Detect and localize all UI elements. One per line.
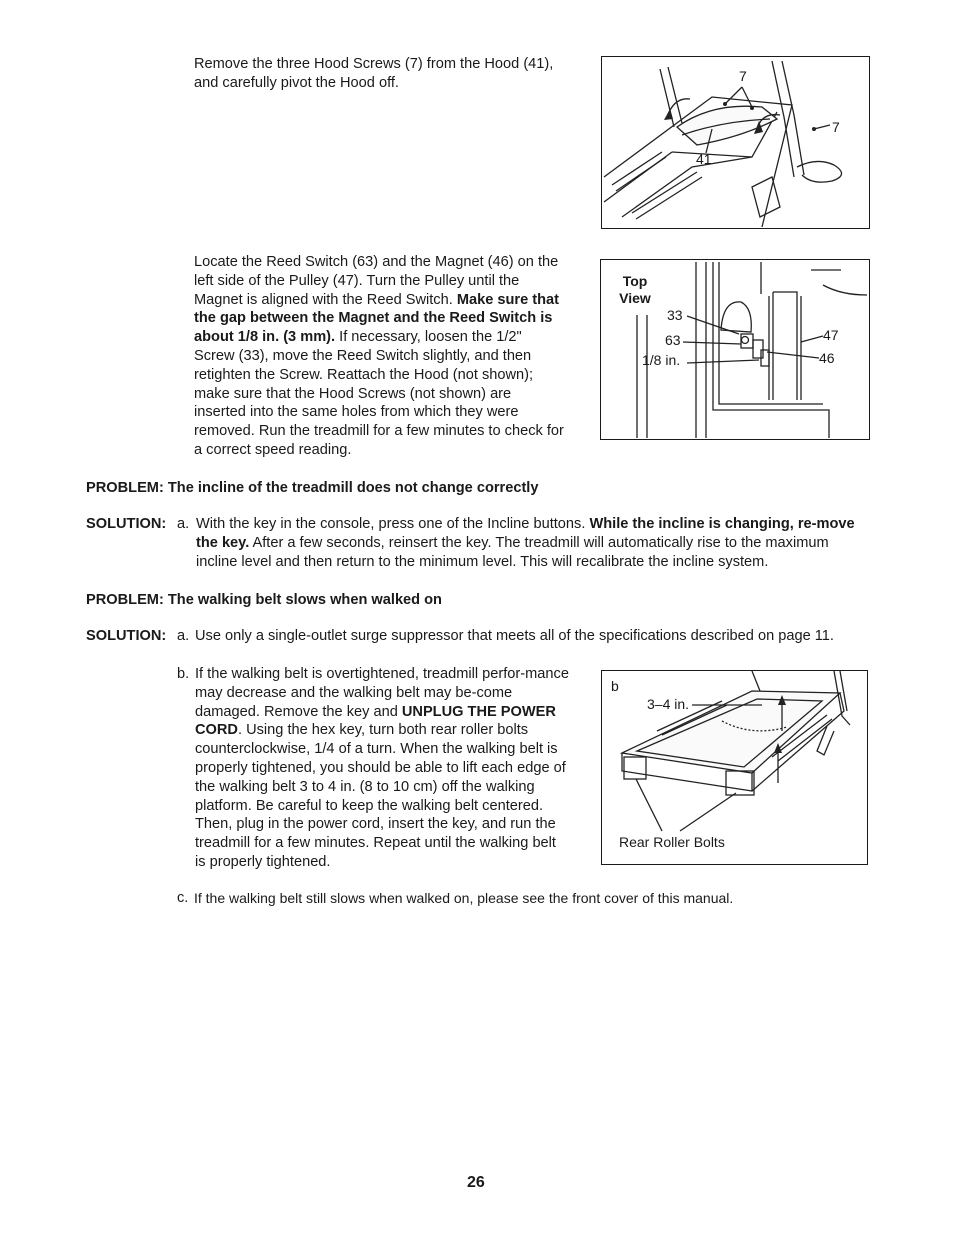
label-gap: 1/8 in. [642, 352, 681, 368]
hood-figure [601, 56, 870, 229]
solution-belt-c-letter: c. [177, 890, 189, 906]
reed-text-2: If necessary, loosen the 1/2" Screw (33), move the Reed Switch slightly, and then retighten the Screw. Reattach the Hood (not shown); make sure that the Hood Screws (not shown) are inserted into the same holes from which they were removed. Run the treadmill for a few minutes to check for a correct speed reading. [194, 329, 564, 458]
belt-b-text-bold: UNPLUG THE POWER CORD [195, 703, 556, 739]
belt-figure [601, 670, 868, 865]
label-screw-33: 33 [667, 307, 683, 323]
solution-belt-b-text [195, 665, 569, 872]
solution-belt-a-letter: a. [177, 628, 190, 644]
belt-figure-letter: b [611, 678, 619, 694]
reed-text-bold: Make sure that the gap between the Magnet and the Reed Switch is about 1/8 in. (3 mm). [194, 291, 560, 346]
label-hood-screw-top: 7 [739, 68, 747, 84]
top-label-word: Top [622, 273, 648, 289]
problem-belt-heading: PROBLEM: The walking belt slows when walked on [86, 592, 442, 608]
solution-belt-a-text: Use only a single-outlet surge suppressor that meets all of the specifications described on page 11. [195, 628, 834, 644]
incline-text-2: After a few seconds, reinsert the key. The treadmill will automatically rise to the maximum incline level and then return to the minimum level. This will recalibrate the incline system. [196, 534, 829, 570]
solution-incline-label: SOLUTION: [86, 516, 167, 532]
hood-illustration [602, 57, 868, 227]
reed-text-1: Locate the Reed Switch (63) and the Magnet (46) on the left side of the Pulley (47). Turn the Pulley until the Magnet is aligned with the Reed Switch. [194, 254, 559, 308]
label-reed-switch-63: 63 [665, 332, 681, 348]
reed-switch-figure [600, 259, 870, 440]
solution-belt-b-letter: b. [177, 666, 190, 682]
belt-b-text-1: If the walking belt is overtightened, treadmill perfor-mance may decrease and the walking belt may be-come damaged. Remove the key and [195, 666, 569, 720]
incline-text-bold: While the incline is changing, re-move the key. [196, 516, 855, 551]
solution-belt-c-text: If the walking belt still slows when walked on, please see the front cover of this manual. [194, 890, 734, 906]
problem-incline-heading: PROBLEM: The incline of the treadmill does not change correctly [86, 480, 539, 496]
label-rear-roller-bolts: Rear Roller Bolts [619, 834, 725, 850]
view-label-word: View [619, 290, 651, 306]
label-magnet-46: 46 [819, 350, 835, 366]
label-pulley-47: 47 [823, 327, 839, 343]
top-view-label [615, 273, 655, 307]
solution-belt-label: SOLUTION: [86, 628, 167, 644]
label-hood: 41 [696, 151, 712, 167]
hood-instructions: Remove the three Hood Screws (7) from the Hood (41), and carefully pivot the Hood off. [194, 56, 554, 91]
label-lift-gap: 3–4 in. [647, 696, 690, 712]
belt-b-text-2: . Using the hex key, turn both rear roller bolts counterclockwise, 1/4 of a turn. When the walking belt is properly tightened, you should be able to lift each edge of the walking belt 3 to 4 in. (8 to 10 cm) off the walking platform. Be careful to keep the walking belt centered. Then, plug in the power cord, insert the key, and run the treadmill for a few minutes. Repeat until the walking belt is properly tightened. [195, 722, 566, 870]
incline-text-1: With the key in the console, press one of the Incline buttons. [196, 516, 590, 532]
solution-incline-letter: a. [177, 516, 190, 532]
reed-switch-instructions [194, 253, 566, 460]
page-number: 26 [467, 1174, 485, 1191]
solution-incline-text [196, 515, 866, 571]
label-hood-screw-right: 7 [832, 119, 840, 135]
